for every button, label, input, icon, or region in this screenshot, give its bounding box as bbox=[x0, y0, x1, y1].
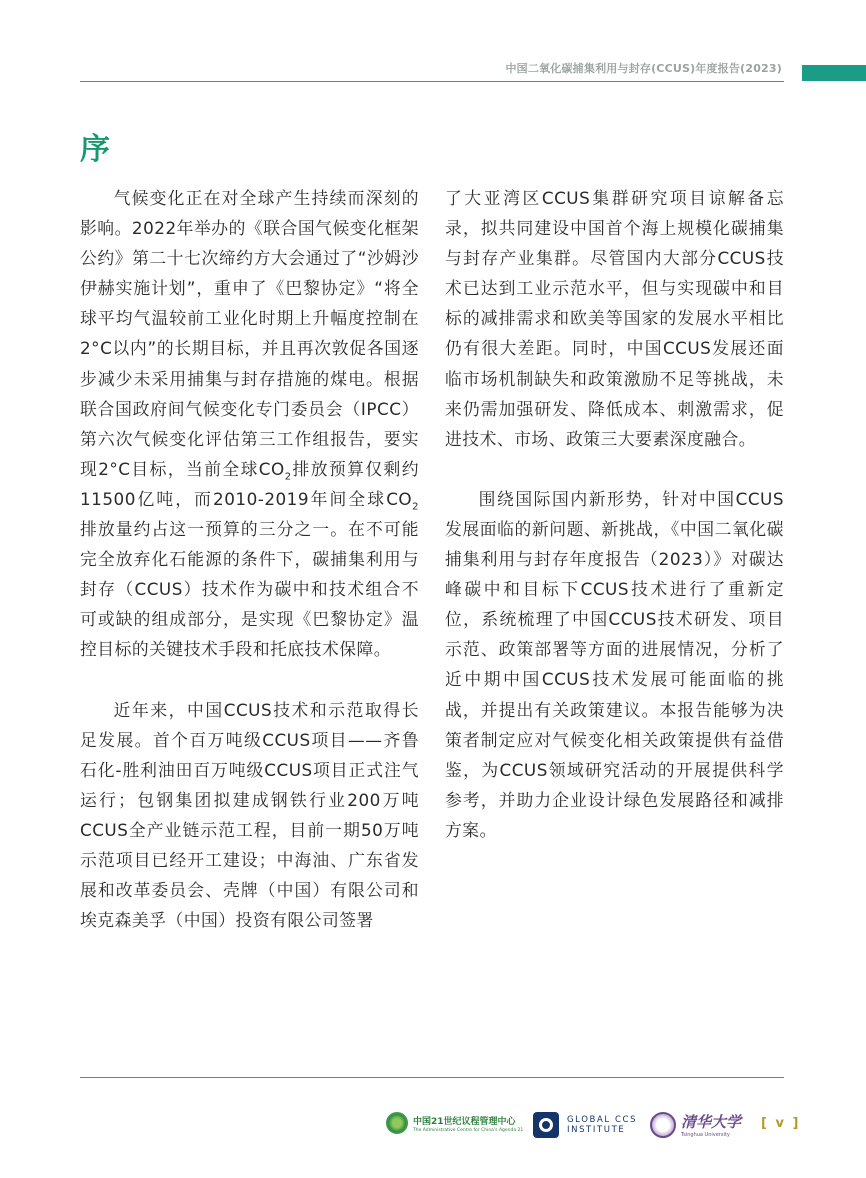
right-text-column bbox=[445, 183, 784, 875]
global-ccs-logo-line1: GLOBAL CCS bbox=[567, 1115, 638, 1125]
global-ccs-institute-logo bbox=[533, 1112, 637, 1138]
left-text-column bbox=[80, 183, 419, 965]
running-header-title: 中国二氧化碳捕集利用与封存(CCUS)年度报告(2023) bbox=[505, 62, 782, 75]
paragraph-china-progress-continued: 了大亚湾区CCUS集群研究项目谅解备忘录，拟共同建设中国首个海上规模化碳捕集与封存产业集群。尽管国内大部分CCUS技术已达到工业示范水平，但与实现碳中和目标的减排需求和欧美等国家的发展水平相比仍有很大差距。同时，中国CCUS发展还面临市场机制缺失和政策激励不足等挑战，未来仍需加强研发、降低成本、刺激需求，促进技术、市场、政策三大要素深度融合。 bbox=[445, 188, 784, 449]
footer-divider bbox=[80, 1077, 784, 1078]
page-number: [ v ] bbox=[761, 1116, 801, 1131]
subscript-2: 2 bbox=[284, 471, 292, 483]
tsinghua-logo-name: 清华大学 bbox=[681, 1113, 742, 1131]
paragraph-report-purpose: 围绕国际国内新形势，针对中国CCUS发展面临的新问题、新挑战，《中国二氧化碳捕集利用与封存年度报告（2023）》对碳达峰碳中和目标下CCUS技术进行了重新定位，系统梳理了中国CCUS技术研发、项目示范、政策部署等方面的进展情况，分析了近中期中国CCUS技术发展可能面临的挑战，并提出有关政策建议。本报告能够为决策者制定应对气候变化相关政策提供有益借鉴，为CCUS领域研究活动的开展提供科学参考，并助力企业设计绿色发展路径和减排方案。 bbox=[445, 488, 784, 840]
paragraph-text: 排放预算仅剩约11500亿吨，而2010-2019年间全球CO bbox=[80, 458, 419, 509]
agenda21-logo-subtitle: The Administrative Centre for China's Agenda 21 bbox=[413, 1127, 524, 1133]
tsinghua-logo-subtitle: Tsinghua University bbox=[681, 1132, 730, 1138]
agenda21-centre-logo bbox=[386, 1112, 523, 1134]
header-accent-bar bbox=[802, 65, 866, 81]
header-divider bbox=[80, 81, 784, 82]
paragraph-climate-impact bbox=[80, 183, 419, 665]
global-ccs-emblem-icon bbox=[533, 1112, 559, 1138]
agenda21-emblem-icon bbox=[386, 1112, 408, 1134]
paragraph-china-progress: 近年来，中国CCUS技术和示范取得长足发展。首个百万吨级CCUS项目——齐鲁石化-胜利油田百万吨级CCUS项目正式注气运行；包钢集团拟建成钢铁行业200万吨CCUS全产业链示范工程，目前一期50万吨示范项目已经开工建设；中海油、广东省发展和改革委员会、壳牌（中国）有限公司和埃克森美孚（中国）投资有限公司签署 bbox=[80, 699, 419, 931]
tsinghua-university-logo bbox=[650, 1111, 741, 1138]
tsinghua-seal-icon bbox=[650, 1112, 676, 1138]
paragraph-text: 气候变化正在对全球产生持续而深刻的影响。2022年举办的《联合国气候变化框架公约》第二十七次缔约方大会通过了“沙姆沙伊赫实施计划”，重申了《巴黎协定》“将全球平均气温较前工业化时期上升幅度控制在2°C以内”的长期目标，并且再次敦促各国逐步减少未采用捕集与封存措施的煤电。根据联合国政府间气候变化专门委员会（IPCC）第六次气候变化评估第三工作组报告，要实现2°C目标，当前全球CO bbox=[80, 188, 419, 479]
subscript-2: 2 bbox=[412, 501, 419, 513]
paragraph-text: 排放量约占这一预算的三分之一。在不可能完全放弃化石能源的条件下，碳捕集利用与封存（CCUS）技术作为碳中和技术组合不可或缺的组成部分，是实现《巴黎协定》温控目标的关键技术手段和托底技术保障。 bbox=[80, 519, 419, 660]
agenda21-logo-name: 中国21世纪议程管理中心 bbox=[413, 1116, 516, 1127]
global-ccs-logo-line2: INSTITUTE bbox=[567, 1125, 626, 1135]
page-title: 序 bbox=[80, 132, 110, 167]
